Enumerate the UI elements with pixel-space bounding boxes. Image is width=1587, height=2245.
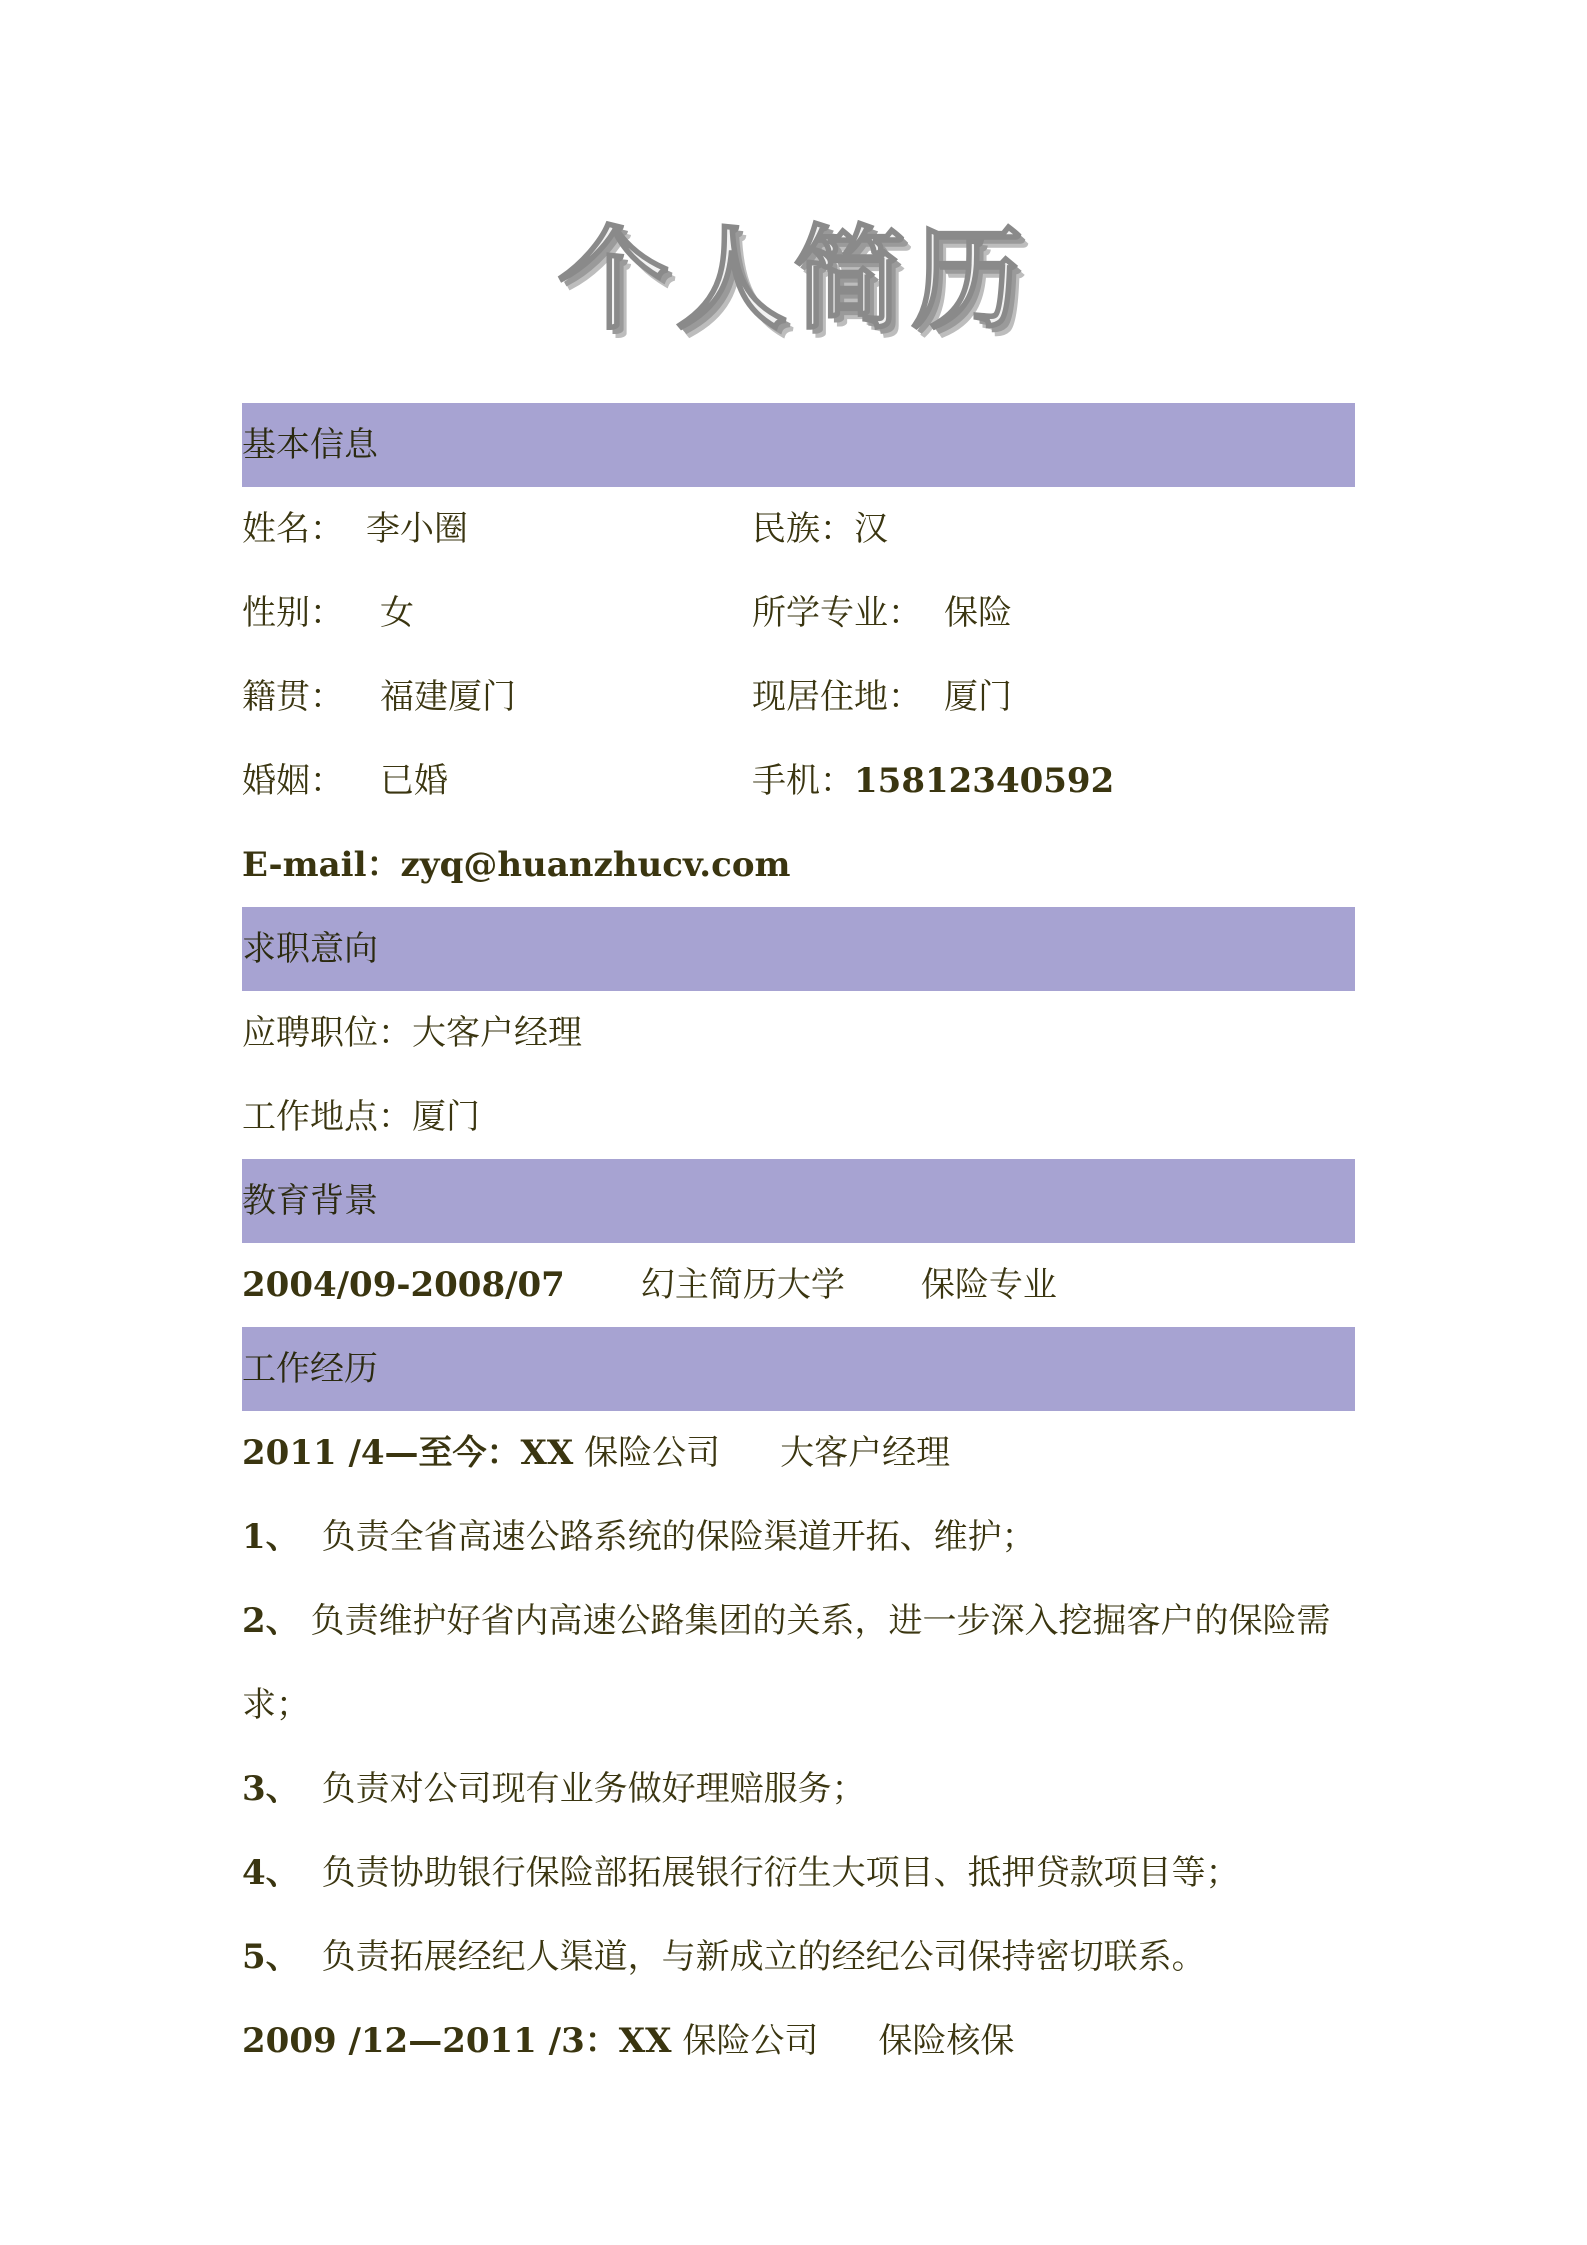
duty-text: 负责全省高速公路系统的保险渠道开拓、维护；: [321, 1517, 1036, 1557]
location-field: [242, 1075, 480, 1159]
marital-label: 婚姻：: [242, 761, 344, 801]
phone-field: [752, 739, 1114, 823]
marital-field: [242, 739, 448, 823]
intent-row-position: [242, 991, 1355, 1075]
duty-text: 负责对公司现有业务做好理赔服务；: [321, 1769, 866, 1809]
name-field: [242, 487, 468, 571]
gender-label: 性别：: [242, 593, 344, 633]
name-label: 姓名：: [242, 509, 344, 549]
gender-value: 女: [380, 593, 414, 633]
job-entry: [242, 1411, 950, 1495]
position-label: 应聘职位：: [242, 1013, 412, 1053]
job-row-2: [242, 1999, 1355, 2083]
education-major: 保险专业: [920, 1265, 1057, 1305]
ethnic-label: 民族：: [752, 509, 854, 549]
location-value: 厦门: [412, 1097, 480, 1137]
info-row-email: [242, 823, 1355, 907]
info-row-gender: [242, 571, 1355, 655]
job-company: 保险公司: [682, 2021, 819, 2061]
duty-item: [242, 1747, 1355, 1831]
job-company-prefix: XX: [520, 1433, 574, 1473]
education-period: 2004/09-2008/07: [242, 1265, 565, 1305]
job-entry: [242, 1999, 1014, 2083]
section-header-work: 工作经历: [242, 1327, 1355, 1411]
email-label: E-mail：: [242, 845, 401, 885]
major-field: [752, 571, 1012, 655]
origin-value: 福建厦门: [380, 677, 516, 717]
residence-value: 厦门: [944, 677, 1012, 717]
duty-item: [242, 1495, 1355, 1579]
duty-number: 4、: [242, 1853, 300, 1893]
duty-number: 2、: [242, 1601, 300, 1641]
origin-field: [242, 655, 516, 739]
resume-content: [242, 403, 1355, 2083]
duty-item: [242, 1579, 1355, 1747]
job-row-1: [242, 1411, 1355, 1495]
residence-label: 现居住地：: [752, 677, 922, 717]
job-period: 2009 /12—2011 /3：: [242, 2021, 619, 2061]
duty-text: 负责拓展经纪人渠道，与新成立的经纪公司保持密切联系。: [321, 1937, 1206, 1977]
job-period: 2011 /4—至今：: [242, 1433, 521, 1473]
job-role: 保险核保: [878, 2021, 1015, 2061]
name-value: 李小圈: [366, 509, 468, 549]
position-value: 大客户经理: [412, 1013, 582, 1053]
job-company-prefix: XX: [618, 2021, 672, 2061]
major-value: 保险: [944, 593, 1012, 633]
job-role: 大客户经理: [780, 1433, 951, 1473]
resume-title: 个人简历: [557, 214, 1030, 345]
duty-number: 1、: [242, 1517, 300, 1557]
duty-number: 5、: [242, 1937, 300, 1977]
education-school: 幻主简历大学: [640, 1265, 845, 1305]
email-field: [242, 823, 791, 907]
major-label: 所学专业：: [752, 593, 922, 633]
job-company: 保险公司: [584, 1433, 721, 1473]
origin-label: 籍贯：: [242, 677, 344, 717]
info-row-marital: [242, 739, 1355, 823]
section-header-basic: 基本信息: [242, 403, 1355, 487]
duty-text: 负责协助银行保险部拓展银行衍生大项目、抵押贷款项目等；: [321, 1853, 1240, 1893]
intent-row-location: [242, 1075, 1355, 1159]
residence-field: [752, 655, 1012, 739]
phone-label: 手机：: [752, 761, 854, 801]
ethnic-field: [752, 487, 888, 571]
duty-item: [242, 1915, 1355, 1999]
position-field: [242, 991, 582, 1075]
ethnic-value: 汉: [854, 509, 888, 549]
education-entry: [242, 1243, 1057, 1327]
phone-value: 15812340592: [854, 761, 1115, 801]
gender-field: [242, 571, 414, 655]
marital-value: 已婚: [380, 761, 448, 801]
email-value: zyq@huanzhucv.com: [400, 845, 791, 885]
info-row-name: [242, 487, 1355, 571]
section-header-education: 教育背景: [242, 1159, 1355, 1243]
education-row: [242, 1243, 1355, 1327]
duty-text: 负责维护好省内高速公路集团的关系，进一步深入挖掘客户的保险需求；: [242, 1601, 1331, 1725]
info-row-origin: [242, 655, 1355, 739]
section-header-intent: 求职意向: [242, 907, 1355, 991]
duty-item: [242, 1831, 1355, 1915]
location-label: 工作地点：: [242, 1097, 412, 1137]
duty-number: 3、: [242, 1769, 300, 1809]
